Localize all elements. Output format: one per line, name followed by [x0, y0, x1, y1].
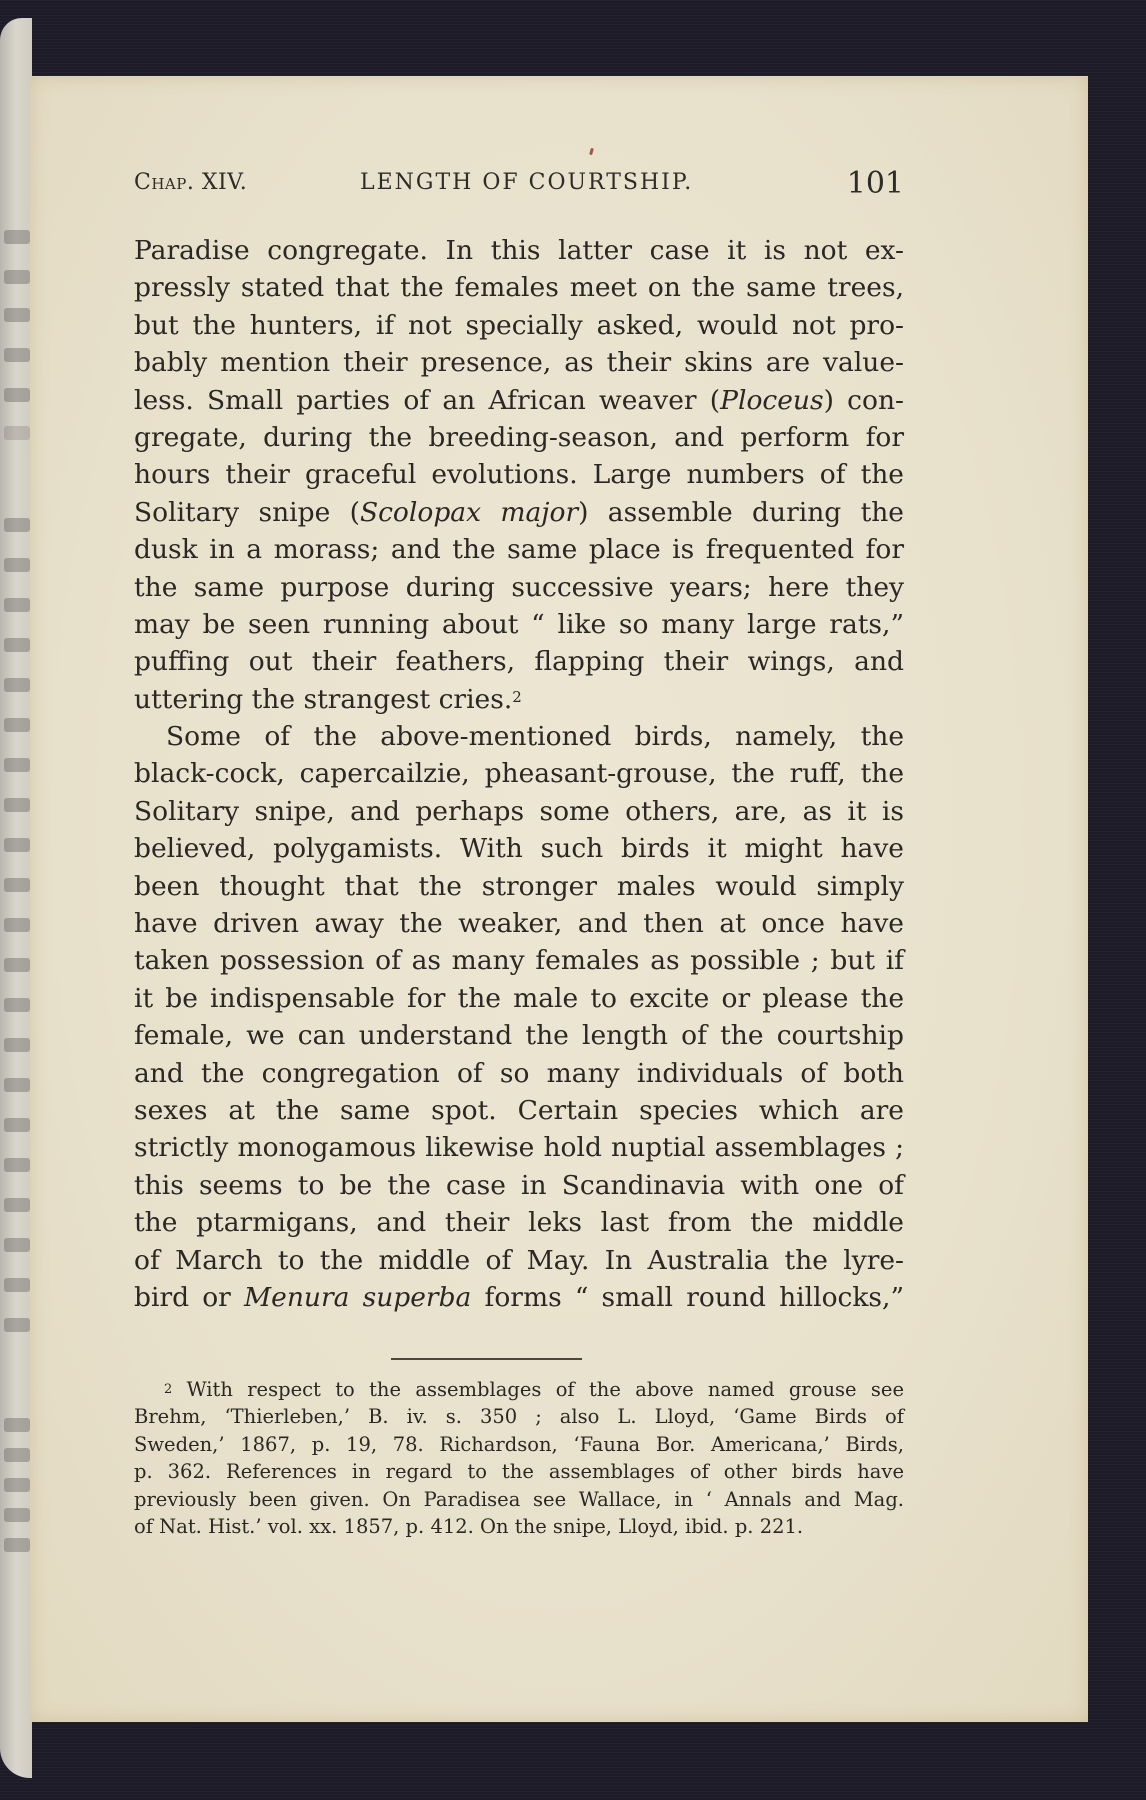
text-line: and the congregation of so many individuals of both	[134, 1057, 904, 1089]
text-line: puffing out their feathers, flapping their wings, and	[134, 646, 904, 678]
footnote-line: of Nat. Hist.’ vol. xx. 1857, p. 412. On the snipe, Lloyd, ibid. p. 221.	[134, 1514, 804, 1538]
text-line: female, we can understand the length of the courtship	[134, 1020, 904, 1052]
italic-species-name: Ploceus	[720, 384, 824, 416]
text-line: Solitary snipe (Scolopax major) assemble during the	[134, 496, 904, 528]
footnote-separator-rule	[391, 1358, 582, 1360]
text-line: been thought that the stronger males would simply	[134, 870, 904, 902]
text-line: it be indispensable for the male to excite or please the	[134, 982, 904, 1014]
page-number: 101	[846, 166, 904, 201]
text-line: black-cock, capercailzie, pheasant-grouse, the ruff, the	[134, 758, 904, 790]
previous-page-edge	[0, 18, 32, 1778]
text-line: pressly stated that the females meet on the same trees,	[134, 272, 904, 304]
text-line: Paradise congregate. In this latter case it is not ex-	[134, 235, 904, 266]
text-line: less. Small parties of an African weaver (Ploceus) con-	[134, 384, 904, 416]
text-line: dusk in a morass; and the same place is frequented for	[134, 534, 904, 566]
running-head	[134, 166, 904, 206]
text-line: bably mention their presence, as their skins are value-	[134, 347, 904, 379]
footnotes	[134, 1376, 904, 1540]
text-line: believed, polygamists. With such birds it might have	[134, 833, 904, 865]
italic-species-name: Scolopax major	[359, 496, 579, 528]
text-line: uttering the strangest cries.$^2$	[134, 683, 522, 715]
text-line: the ptarmigans, and their leks last from the middle	[134, 1207, 904, 1239]
text-line: the same purpose during successive years; here they	[134, 571, 904, 603]
text-line: bird or Menura superba forms “ small round hillocks,”	[134, 1281, 904, 1313]
text-line: strictly monogamous likewise hold nuptial assemblages ;	[134, 1132, 904, 1164]
text-line: gregate, during the breeding-season, and perform for	[134, 421, 904, 453]
text-line: may be seen running about “ like so many large rats,”	[134, 608, 904, 640]
body-text	[134, 232, 904, 1316]
chapter-label: Chap. XIV.	[134, 170, 248, 195]
footnote-line: Sweden,’ 1867, p. 19, 78. Richardson, ‘Fauna Bor. Americana,’ Birds,	[134, 1432, 904, 1456]
text-line: this seems to be the case in Scandinavia with one of	[134, 1169, 904, 1201]
footnote-line: previously been given. On Paradisea see Wallace, in ‘ Annals and Mag.	[134, 1487, 904, 1511]
running-title: LENGTH OF COURTSHIP.	[360, 170, 694, 195]
footnote-line: $^2$ With respect to the assemblages of the above named grouse see	[164, 1378, 904, 1401]
footnote-marker: 2	[164, 1382, 173, 1397]
footnote-reference: 2	[512, 687, 522, 706]
text-line: of March to the middle of May. In Australia the lyre-	[134, 1244, 904, 1276]
text-line: but the hunters, if not specially asked, would not pro-	[134, 309, 904, 341]
text-line: taken possession of as many females as possible ; but if	[134, 945, 904, 977]
text-line: have driven away the weaker, and then at once have	[134, 908, 904, 940]
text-line: hours their graceful evolutions. Large numbers of the	[134, 459, 904, 491]
footnote-line: p. 362. References in regard to the assemblages of other birds have	[134, 1460, 904, 1484]
paragraph-start-line: Some of the above-mentioned birds, namely, the	[166, 721, 904, 753]
italic-species-name: Menura superba	[244, 1281, 472, 1313]
text-line: sexes at the same spot. Certain species which are	[134, 1094, 904, 1126]
text-line: Solitary snipe, and perhaps some others, are, as it is	[134, 795, 904, 827]
footnote-line: Brehm, ‘Thierleben,’ B. iv. s. 350 ; also L. Lloyd, ‘Game Birds of	[134, 1405, 904, 1429]
